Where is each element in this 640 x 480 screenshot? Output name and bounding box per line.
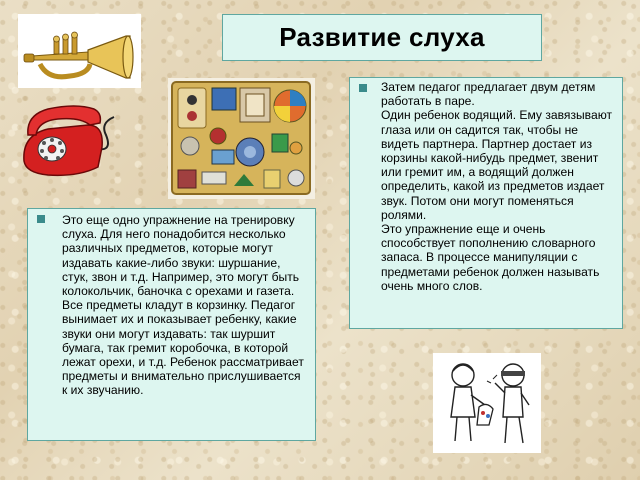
telephone-icon <box>18 95 126 187</box>
children-drawing <box>433 353 541 453</box>
trumpet-icon <box>18 14 141 88</box>
exercise-description-box <box>27 208 316 441</box>
pair-work-roles-text: Один ребенок водящий. Ему завязывают глаза или он садится так, чтобы не видеть партнера. Партнер достает из корзины какой-нибудь предмет, звенит или гремит им, а водящий должен определить, какой из предметов издает звук. Потом они могут поменяться ролями. <box>381 108 613 222</box>
exercise-description-text: Это еще одно упражнение на тренировку слуха. Для него понадобится несколько различных предметов, которые могут издавать какие-либо звуки: шуршание, стук, звон и т.д. Например, это могут быть колокольчик, баночка с орехами и газета. Все предметы кладут в корзинку. Педагог вынимает их и показывает ребенку, какие звуки они могут издавать: так шуршит бумага, так гремит коробочка, в которой лежат орехи, и т.д. Ребенок рассматривает предметы и внимательно прислушивается к их звучанию. <box>62 213 304 398</box>
pair-work-description-box <box>349 77 623 329</box>
slide-title-box <box>222 14 542 61</box>
vocabulary-benefit-text: Это упражнение еще и очень способствует пополнению словарного запаса. В процессе манипуляции с предметами ребенок должен называть очень много слов. <box>381 222 600 293</box>
slide-title: Развитие слуха <box>279 22 485 52</box>
bullet-marker <box>37 215 45 223</box>
busy-board-image <box>168 78 315 199</box>
pair-work-intro-text: Затем педагог предлагает двум детям работать в паре. <box>381 80 596 109</box>
bullet-marker <box>359 84 367 92</box>
